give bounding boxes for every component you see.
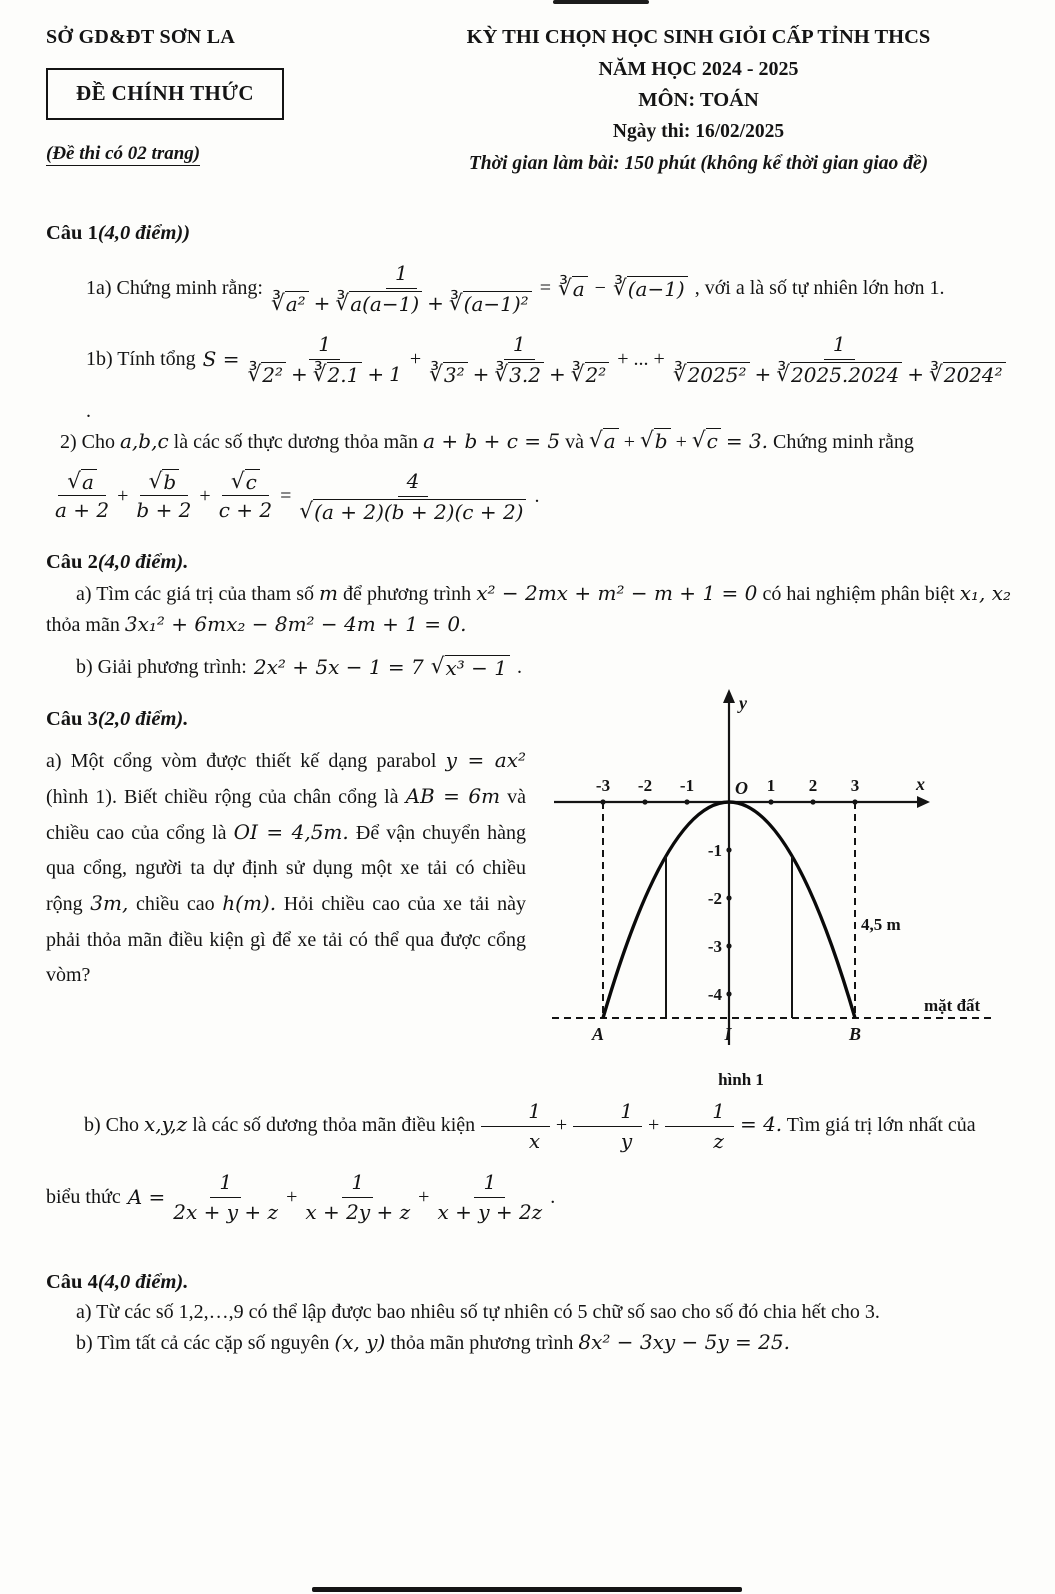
x-tick-label: 3 <box>850 775 859 795</box>
numerator: 1 <box>832 331 846 356</box>
cube-root <box>271 291 309 315</box>
y-axis-label: y <box>738 692 747 713</box>
square-root <box>67 469 97 493</box>
scan-artifact-top <box>553 0 649 4</box>
plus-sign: + <box>754 361 772 386</box>
q1c-fraction-2 <box>136 469 191 523</box>
q3b-fraction-g3 <box>437 1170 542 1225</box>
denominator: 2x + y + z <box>173 1199 279 1224</box>
radicand: a <box>572 276 588 300</box>
numerator: 1 <box>351 1169 365 1194</box>
q4-heading <box>46 1267 1011 1298</box>
plus-sign: + <box>409 348 422 371</box>
q3b-text2: là các số dương thỏa mãn điều kiện <box>192 1113 476 1136</box>
cube-root <box>313 362 363 386</box>
numerator: 1 <box>528 1098 541 1123</box>
q1c-lead: 2) Cho <box>60 430 115 453</box>
q3a-text6: Hỏi chiều cao của xe tải này phải thỏa mãn điều kiện gì để xe tải có thể qua được cổng vòm? <box>46 893 527 986</box>
plus-sign: + <box>286 1186 298 1209</box>
q3b-fraction-z <box>665 1099 734 1154</box>
numerator: 1 <box>483 1169 497 1194</box>
denominator: c + 2 <box>218 498 273 523</box>
numerator: 1 <box>512 331 526 356</box>
square-root <box>640 428 671 452</box>
plus-sign: + <box>472 361 490 386</box>
equals-sign: = <box>280 484 292 507</box>
square-root-sign: √ <box>67 468 81 494</box>
exam-duration: Thời gian làm bài: 150 phút (không kể thời gian giao đề) <box>468 152 929 174</box>
q1c-text1: là các số thực dương thỏa mãn <box>173 430 419 453</box>
q3b-rhs: = 4. <box>739 1111 783 1136</box>
radicand: x³ − 1 <box>445 655 511 679</box>
cube-root-sign: ∛ <box>312 362 327 388</box>
header-right <box>386 22 1011 178</box>
x-tick-dot <box>684 799 689 804</box>
header-left <box>46 22 376 168</box>
numerator: 4 <box>406 468 420 493</box>
plus-sign: + <box>199 484 211 507</box>
q3a-text4: Để vận chuyển hàng qua cổng, người ta dự định sử dụng một xe tải có chiều rộng <box>46 822 527 916</box>
q3a-truck-height: h(m). <box>222 891 277 916</box>
cube-root-sign: ∛ <box>270 291 285 317</box>
q1c-text2: Chứng minh rằng <box>773 430 914 453</box>
radicand: a <box>81 469 97 493</box>
cube-root-sign: ∛ <box>557 275 572 301</box>
ground-label: mặt đất <box>923 995 980 1015</box>
q1c-rhs-fraction <box>299 469 526 523</box>
cube-root-sign: ∛ <box>612 275 627 301</box>
period: . <box>86 399 91 422</box>
square-root <box>589 428 619 452</box>
plus-sign: + <box>675 430 687 453</box>
denominator: z <box>713 1128 724 1153</box>
q4b-pair: (x, y) <box>334 1330 386 1355</box>
plus-sign: + <box>623 430 636 453</box>
y-tick-label: -2 <box>707 888 722 908</box>
sum-symbol: S = <box>202 347 240 372</box>
q3a-text5: chiều cao <box>135 893 215 916</box>
q1c-fraction-3 <box>219 469 272 523</box>
q1c-and: và <box>565 430 585 453</box>
exam-title: KỲ THI CHỌN HỌC SINH GIỎI CẤP TỈNH THCS <box>466 26 931 48</box>
numerator: 1 <box>712 1098 725 1123</box>
denominator: a + 2 <box>55 498 110 523</box>
q4b-statement <box>46 1327 1011 1358</box>
radicand: 2024² <box>943 362 1006 386</box>
q1a-statement <box>46 259 1011 318</box>
q3a-height: OI = 4,5m. <box>233 820 349 845</box>
point-i-label: I <box>723 1023 732 1044</box>
q3a-truck-width: 3m, <box>90 891 129 916</box>
q4-heading-points: (4,0 điểm). <box>97 1270 189 1293</box>
q2a-condition: 3x₁² + 6mx₂ − 8m² − 4m + 1 = 0. <box>124 611 467 636</box>
numerator: 1 <box>620 1098 633 1123</box>
radicand: (a + 2)(b + 2)(c + 2) <box>313 499 526 523</box>
q2a-math1: m <box>319 580 339 605</box>
square-root-sign: √ <box>299 498 314 524</box>
radicand: c <box>706 428 721 452</box>
origin-label: O <box>734 777 748 798</box>
radicand: a(a−1) <box>349 291 422 315</box>
question-3 <box>46 692 1011 1227</box>
plus-sign: + <box>647 1113 660 1136</box>
q3b-vars: x,y,z <box>144 1111 188 1136</box>
q1c-fraction-1 <box>55 469 109 523</box>
cube-root <box>929 362 1006 386</box>
square-root <box>299 499 526 523</box>
q1c-condition2-rhs: = 3. <box>725 428 769 453</box>
cube-root <box>335 291 422 315</box>
square-root <box>231 469 260 493</box>
cube-root-sign: ∛ <box>429 362 443 388</box>
radicand: (a−1) <box>627 276 688 300</box>
radicand: a² <box>285 291 309 315</box>
x-axis-arrow <box>917 796 930 808</box>
question-2 <box>46 547 1011 682</box>
q1-heading-points: (4,0 điểm)) <box>97 222 191 244</box>
q2a-text1: a) Tìm các giá trị của tham số <box>76 582 315 605</box>
school-year: NĂM HỌC 2024 - 2025 <box>598 57 799 80</box>
q3b-expression <box>46 1168 1011 1227</box>
x-tick-label: -2 <box>637 775 652 795</box>
cube-root <box>673 362 750 386</box>
q2a-statement <box>46 578 1011 640</box>
cube-root <box>429 362 468 386</box>
numerator: 1 <box>219 1169 233 1194</box>
cube-root-sign: ∛ <box>494 362 509 388</box>
point-a-label: A <box>591 1023 604 1044</box>
square-root <box>692 428 721 452</box>
ellipsis-plus: + ... + <box>617 348 665 371</box>
pages-note-text: (Đề thi có 02 trang) <box>46 142 201 164</box>
radicand: 2.1 <box>327 362 363 386</box>
square-root <box>431 655 510 679</box>
q2-heading-label: Câu 2 <box>46 551 98 574</box>
minus-sign: − <box>594 277 606 300</box>
square-root <box>149 469 180 493</box>
q1b-statement <box>46 330 1011 426</box>
y-tick-label: -3 <box>707 936 722 956</box>
square-root-sign: √ <box>230 468 245 494</box>
figure-caption: hình 1 <box>717 1069 764 1089</box>
q4b-text1: b) Tìm tất cả các cặp số nguyên <box>76 1332 330 1355</box>
q1b-fraction-1 <box>247 332 401 387</box>
plus-sign: + <box>548 361 566 386</box>
plus-sign: + <box>555 1113 568 1136</box>
x-tick-dot <box>852 799 857 804</box>
q2a-text4: thỏa mãn <box>46 613 120 636</box>
denominator: x + 2y + z <box>305 1199 411 1224</box>
q3-heading-label: Câu 3 <box>46 707 98 730</box>
denominator: x + y + 2z <box>437 1199 543 1224</box>
period: . <box>534 484 540 507</box>
square-root-sign: √ <box>640 427 654 453</box>
official-exam-label: ĐỀ CHÍNH THỨC <box>76 81 254 105</box>
q3a-width: AB = 6m <box>405 783 501 808</box>
q4a-statement: a) Từ các số 1,2,…,9 có thể lập được bao nhiêu số tự nhiên có 5 chữ số sao cho số đó chia hết cho 3. <box>76 1301 880 1324</box>
header <box>46 22 1011 178</box>
q1-heading <box>46 218 1011 249</box>
plus-sign: + <box>427 290 444 315</box>
q1c-statement <box>46 426 1011 457</box>
cube-root-sign: ∛ <box>928 362 943 388</box>
q2a-text2: để phương trình <box>343 582 472 605</box>
cube-root-sign: ∛ <box>570 362 585 388</box>
cube-root-sign: ∛ <box>247 362 262 388</box>
q2a-equation: x² − 2mx + m² − m + 1 = 0 <box>476 580 758 605</box>
pages-note <box>46 140 376 169</box>
plus-sign: + <box>117 484 129 507</box>
q3b-A-equals: A = <box>127 1185 166 1210</box>
subject-line: MÔN: TOÁN <box>638 88 759 111</box>
exam-date: Ngày thi: 16/02/2025 <box>612 120 785 142</box>
q3a-text3: và chiều cao của cổng là <box>46 785 527 845</box>
cube-root <box>494 362 544 386</box>
q3a-statement <box>46 743 526 1097</box>
q2a-text3: có hai nghiệm phân biệt <box>762 582 955 605</box>
x-tick-label: 1 <box>766 775 775 795</box>
q3b-text3: Tìm giá trị lớn nhất của <box>786 1113 976 1136</box>
q1a-lead: 1a) Chứng minh rằng: <box>86 277 263 300</box>
y-tick-label: -1 <box>707 840 722 860</box>
square-root-sign: √ <box>148 468 163 494</box>
q2b-lead: b) Giải phương trình: <box>76 655 247 678</box>
q2-heading-points: (4,0 điểm). <box>97 551 189 574</box>
q3b-statement <box>46 1097 1011 1156</box>
q1c-condition1: a + b + c = 5 <box>423 428 561 453</box>
official-exam-box <box>46 68 284 120</box>
y-tick-dot <box>726 991 731 996</box>
radicand: 2025.2024 <box>790 362 902 386</box>
q2b-statement <box>46 652 1011 682</box>
q1c-equation <box>46 467 1011 525</box>
q4b-text2: thỏa mãn phương trình <box>390 1332 574 1355</box>
denominator: y <box>620 1128 633 1153</box>
cube-root-sign: ∛ <box>448 291 463 317</box>
radicand: b <box>654 428 671 452</box>
figure-1-container <box>526 687 1011 1097</box>
radicand: 3² <box>443 362 468 386</box>
x-tick-label: -3 <box>595 775 610 795</box>
square-root-sign: √ <box>589 427 603 453</box>
x-tick-dot <box>600 799 605 804</box>
x-tick-dot <box>768 799 773 804</box>
radicand: c <box>245 469 260 493</box>
x-axis-label: x <box>915 773 925 794</box>
cube-root <box>571 362 610 386</box>
parabola-figure <box>534 687 1004 1097</box>
q3a-parabola-eq: y = ax² <box>445 747 527 772</box>
question-4 <box>46 1267 1011 1359</box>
q1-heading-label: Câu 1 <box>46 222 98 244</box>
q3b-fraction-x <box>481 1099 550 1154</box>
cube-root <box>247 362 286 386</box>
q3-heading-points: (2,0 điểm). <box>97 707 189 730</box>
numerator: 1 <box>394 260 408 285</box>
den-term: 1 <box>389 361 402 386</box>
q4-heading-label: Câu 4 <box>46 1270 98 1293</box>
x-tick-dot <box>810 799 815 804</box>
y-tick-dot <box>726 943 731 948</box>
y-tick-label: -4 <box>707 984 722 1004</box>
q1c-vars: a,b,c <box>120 428 169 453</box>
denominator: x <box>528 1128 541 1153</box>
plus-sign: + <box>418 1186 430 1209</box>
question-1 <box>46 218 1011 525</box>
square-root-sign: √ <box>430 654 445 680</box>
square-root-sign: √ <box>691 427 706 453</box>
radicand: 3.2 <box>508 362 544 386</box>
q3b-text4: biểu thức <box>46 1186 121 1209</box>
radicand: 2² <box>261 362 286 386</box>
cube-root-sign: ∛ <box>335 291 350 317</box>
denominator: b + 2 <box>136 498 192 523</box>
period: . <box>517 655 523 678</box>
y-tick-dot <box>726 847 731 852</box>
radicand: 2025² <box>687 362 750 386</box>
x-tick-label: 2 <box>808 775 817 795</box>
q4b-equation: 8x² − 3xy − 5y = 25. <box>578 1330 790 1355</box>
q3b-text1: b) Cho <box>84 1113 139 1136</box>
q3a-text1: a) Một cổng vòm được thiết kế dạng parabol <box>46 749 437 772</box>
q3b-fraction-y <box>573 1099 642 1154</box>
department-name: SỞ GD&ĐT SƠN LA <box>46 26 236 48</box>
plus-sign: + <box>313 290 331 315</box>
cube-root-sign: ∛ <box>776 362 791 388</box>
q1b-fraction-3 <box>673 332 1006 387</box>
radicand: 2² <box>585 362 610 386</box>
q3a-text2: (hình 1). Biết chiều rộng của chân cổng là <box>46 785 399 808</box>
q1b-fraction-2 <box>429 332 609 387</box>
numerator: 1 <box>318 331 332 356</box>
q2b-equation: 2x² + 5x − 1 = 7 <box>253 654 424 679</box>
cube-root <box>776 362 902 386</box>
q3b-fraction-g1 <box>173 1170 278 1225</box>
cube-root <box>449 291 532 315</box>
arch-height-label: 4,5 m <box>860 914 901 934</box>
q2a-roots: x₁, x₂ <box>959 580 1012 605</box>
cube-root-sign: ∛ <box>672 362 687 388</box>
plus-sign: + <box>907 361 924 386</box>
cube-root <box>558 276 588 300</box>
x-tick-dot <box>642 799 647 804</box>
q1a-tail: , với a là số tự nhiên lớn hơn 1. <box>694 277 945 300</box>
q3b-fraction-g2 <box>305 1170 410 1225</box>
radicand: (a−1)² <box>463 291 532 315</box>
scan-artifact-bottom <box>312 1587 742 1592</box>
point-b-label: B <box>848 1023 861 1044</box>
q1a-fraction <box>271 261 532 316</box>
radicand: b <box>162 469 179 493</box>
y-tick-dot <box>726 895 731 900</box>
plus-sign: + <box>290 361 308 386</box>
period: . <box>550 1186 556 1209</box>
radicand: a <box>603 428 619 452</box>
x-tick-label: -1 <box>679 775 694 795</box>
q2-heading <box>46 547 1011 578</box>
plus-sign: + <box>367 361 385 386</box>
cube-root <box>613 276 688 300</box>
q1b-lead: 1b) Tính tổng <box>86 348 196 371</box>
equals-sign: = <box>539 277 551 300</box>
y-axis-arrow <box>723 689 735 703</box>
